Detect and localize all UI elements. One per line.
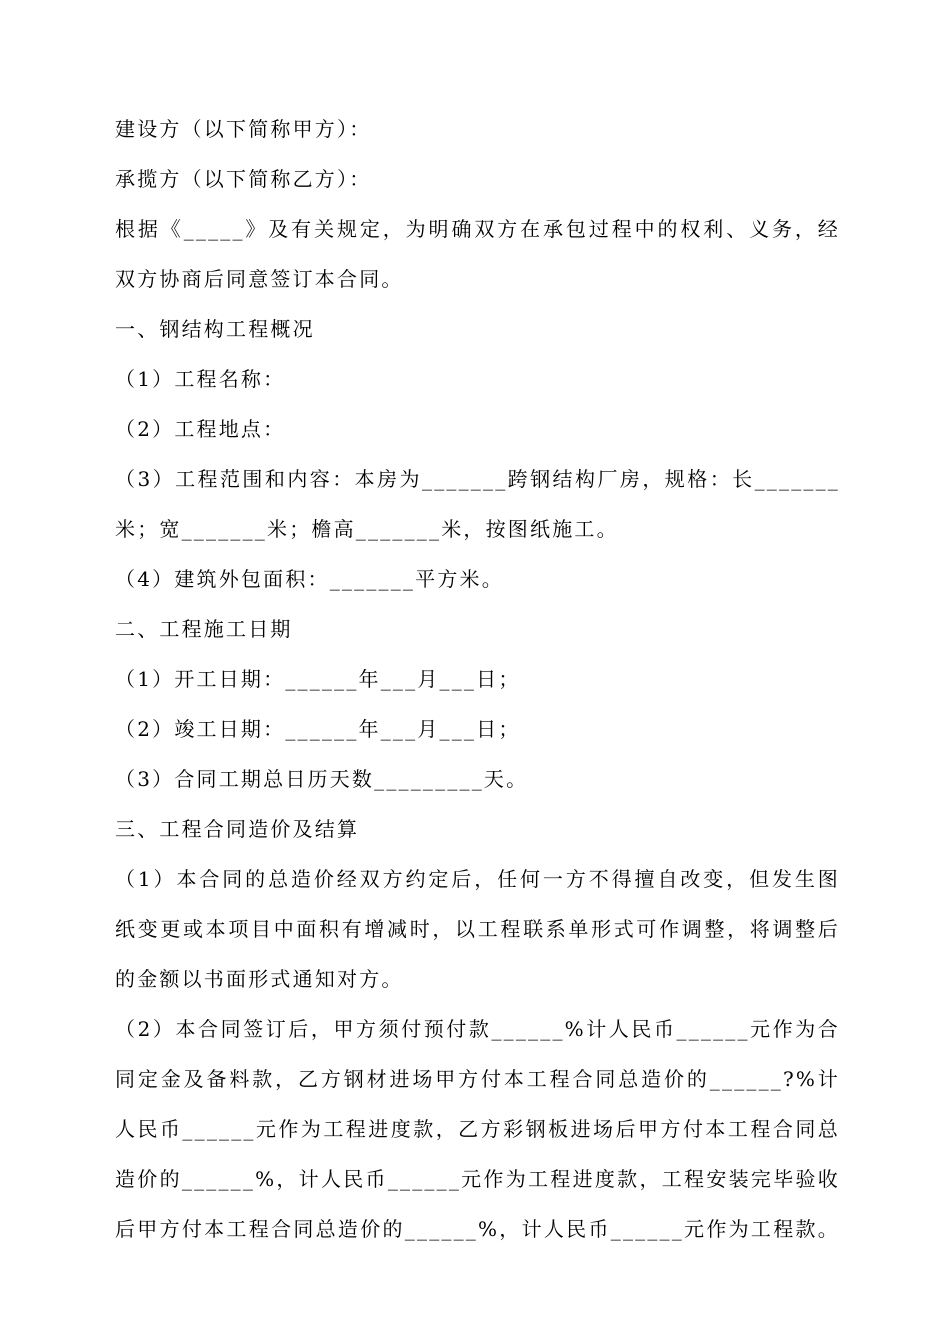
section-heading-3: 三、工程合同造价及结算 [115,817,360,841]
project-scope-line-2: 米；宽_______米；檐高_______米，按图纸施工。 [115,517,619,541]
payment-clause-line-3: 人民币______元作为工程进度款，乙方彩钢板进场后甲方付本工程合同总 [115,1117,840,1141]
section-heading-2: 二、工程施工日期 [115,617,293,641]
preamble-line-2: 双方协商后同意签订本合同。 [115,267,404,291]
price-clause-line-3: 的金额以书面形式通知对方。 [115,967,404,991]
project-scope-line-1: （3）工程范围和内容：本房为_______跨钢结构厂房，规格：长_______ [115,467,840,491]
payment-clause-line-2: 同定金及备料款，乙方钢材进场甲方付本工程合同总造价的______?%计 [115,1067,840,1091]
price-clause-line-1: （1）本合同的总造价经双方约定后，任何一方不得擅自改变，但发生图 [115,867,840,891]
payment-clause-line-5: 后甲方付本工程合同总造价的______%，计人民币______元作为工程款。 [115,1217,840,1241]
party-a-line: 建设方（以下简称甲方）： [115,117,372,141]
payment-clause-line-1: （2）本合同签订后，甲方须付预付款______%计人民币______元作为合 [115,1017,840,1041]
party-b-line: 承揽方（以下简称乙方）： [115,167,372,191]
completion-date-line: （2）竣工日期：______年___月___日； [115,717,521,741]
section-heading-1: 一、钢结构工程概况 [115,317,315,341]
total-days-line: （3）合同工期总日历天数_________天。 [115,767,529,791]
payment-clause-line-4: 造价的______%，计人民币______元作为工程进度款，工程安装完毕验收 [115,1167,840,1191]
preamble-line-1: 根据《_____》及有关规定，为明确双方在承包过程中的权利、义务，经 [115,217,840,241]
contract-body [115,104,840,1254]
price-clause-line-2: 纸变更或本项目中面积有增减时，以工程联系单形式可作调整，将调整后 [115,917,840,941]
project-name-line: （1）工程名称： [115,367,286,391]
building-area-line: （4）建筑外包面积：_______平方米。 [115,567,504,591]
project-location-line: （2）工程地点： [115,417,286,441]
start-date-line: （1）开工日期：______年___月___日； [115,667,521,691]
